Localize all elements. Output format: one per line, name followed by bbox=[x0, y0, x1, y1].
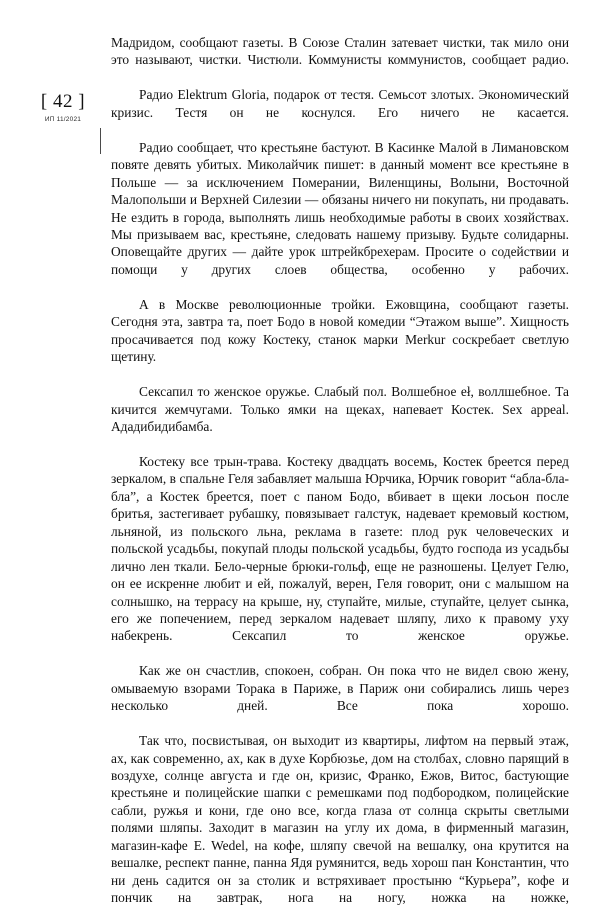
paragraph: Как же он счастлив, спокоен, собран. Он пока что не видел свою жену, омываемую взорами Торака в Париже, в Париж они собирались лишь через несколько дней. Все пока хорошо. bbox=[111, 663, 569, 714]
paragraph: Мадридом, сообщают газеты. В Союзе Сталин затевает чистки, так мило они это называют, чистки. Чистюли. Коммунисты коммунистов, сообщает радио. bbox=[111, 35, 569, 68]
bracket-close-glyph: ] bbox=[78, 91, 86, 112]
page-number bbox=[28, 92, 98, 111]
paragraph: Так что, посвистывая, он выходит из квартиры, лифтом на первый этаж, ах, как современно, ах, как в духе Корбюзье, дом на столбах, словно парящий в воздухе, солнце августа и где он, кризис, Франко, Ежов, Витос, бастующие крестьяне и полицейские шапки с ремешками под подбородком, полицейские сабли, ружья и кони, где оно все, когда глаза от солнца скрыты светлыми полями шляпы. Заходит в магазин на углу их дома, в фирменный магазин, магазин-кафе E. Wedel, на кофе, шляпу свечой на вешалку, она крутится на вешалке, респект панне, панна Ядя румянится, ведь хорош пан Константин, что ни день садится он за столик и встряхивает простыню “Курьера”, кофе и пончик на завтрак, нога на ногу, ножка на ножке, bbox=[111, 733, 569, 906]
paragraph: Костеку все трын-трава. Костеку двадцать восемь, Костек бреется перед зеркалом, в спальне Геля забавляет малыша Юрчика, Юрчик говорит “абла-бла-бла”, а Костек бреется, поет с паном Бодо, вбивает в щеки лосьон после бритья, застегивает рубашку, повязывает галстук, надевает кремовый костюм, льняной, из польского льна, реклама в газете: плод рук человеческих и польской усадьбы, покупай плоды польской усадьбы, будто господа из усадьбы лично лен ткали. Бело-черные брюки-гольф, еще не разношены. Целует Гелю, он ее искренне любит и ей, пожалуй, верен, Геля говорит, они с малышом на солнышко, на террасу на крыше, ну, ступайте, милые, ступайте, целует сынка, его же попечением, перед зеркалом надевает шляпу, лихо к правому уху набекрень. Сексапил то женское оружье. bbox=[111, 453, 569, 644]
page-number-value: 42 bbox=[53, 91, 73, 112]
paragraph: Радио сообщает, что крестьяне бастуют. В Касинке Малой в Лимановском повяте девять убитых. Миколайчик пишет: в данный момент все крестьяне в Польше — за исключением Померании, Виленщины, Волыни, Восточной Малопольши и Верхней Силезии — обязаны ничего ни покупать, ни продавать. Не ездить в города, выполнять лишь необходимые работы в своих хозяйствах. Мы призываем вас, крестьяне, следовать нашему призыву. Будьте солидарны. Оповещайте других — дайте урок штрейкбрехерам. Просите о содействии и помощи у других слоев общества, особенно у рабочих. bbox=[111, 139, 569, 277]
issue-imprint: ИП 11/2021 bbox=[44, 116, 82, 123]
paragraph: Сексапил то женское оружье. Слабый пол. Волшебное eł, воллшебное. Та кичится жемчугами. Только ямки на щеках, напевает Костек. Sex appeal. Ададибидибамба. bbox=[111, 384, 569, 434]
margin-rule bbox=[100, 128, 101, 154]
folio-block bbox=[28, 92, 98, 124]
bracket-open-glyph: [ bbox=[40, 91, 48, 112]
paragraph: А в Москве революционные тройки. Ежовщина, сообщают газеты. Сегодня эта, завтра та, поет Бодо в новой комедии “Этажом выше”. Хищность просачивается под кожу Костеку, станок марки Merkur соскребает светлую щетину. bbox=[111, 296, 569, 365]
text-column bbox=[111, 34, 569, 924]
paragraph: Радио Elektrum Gloria, подарок от тестя. Семьсот злотых. Экономический кризис. Тестя он не коснулся. Его ничего не касается. bbox=[111, 87, 569, 120]
